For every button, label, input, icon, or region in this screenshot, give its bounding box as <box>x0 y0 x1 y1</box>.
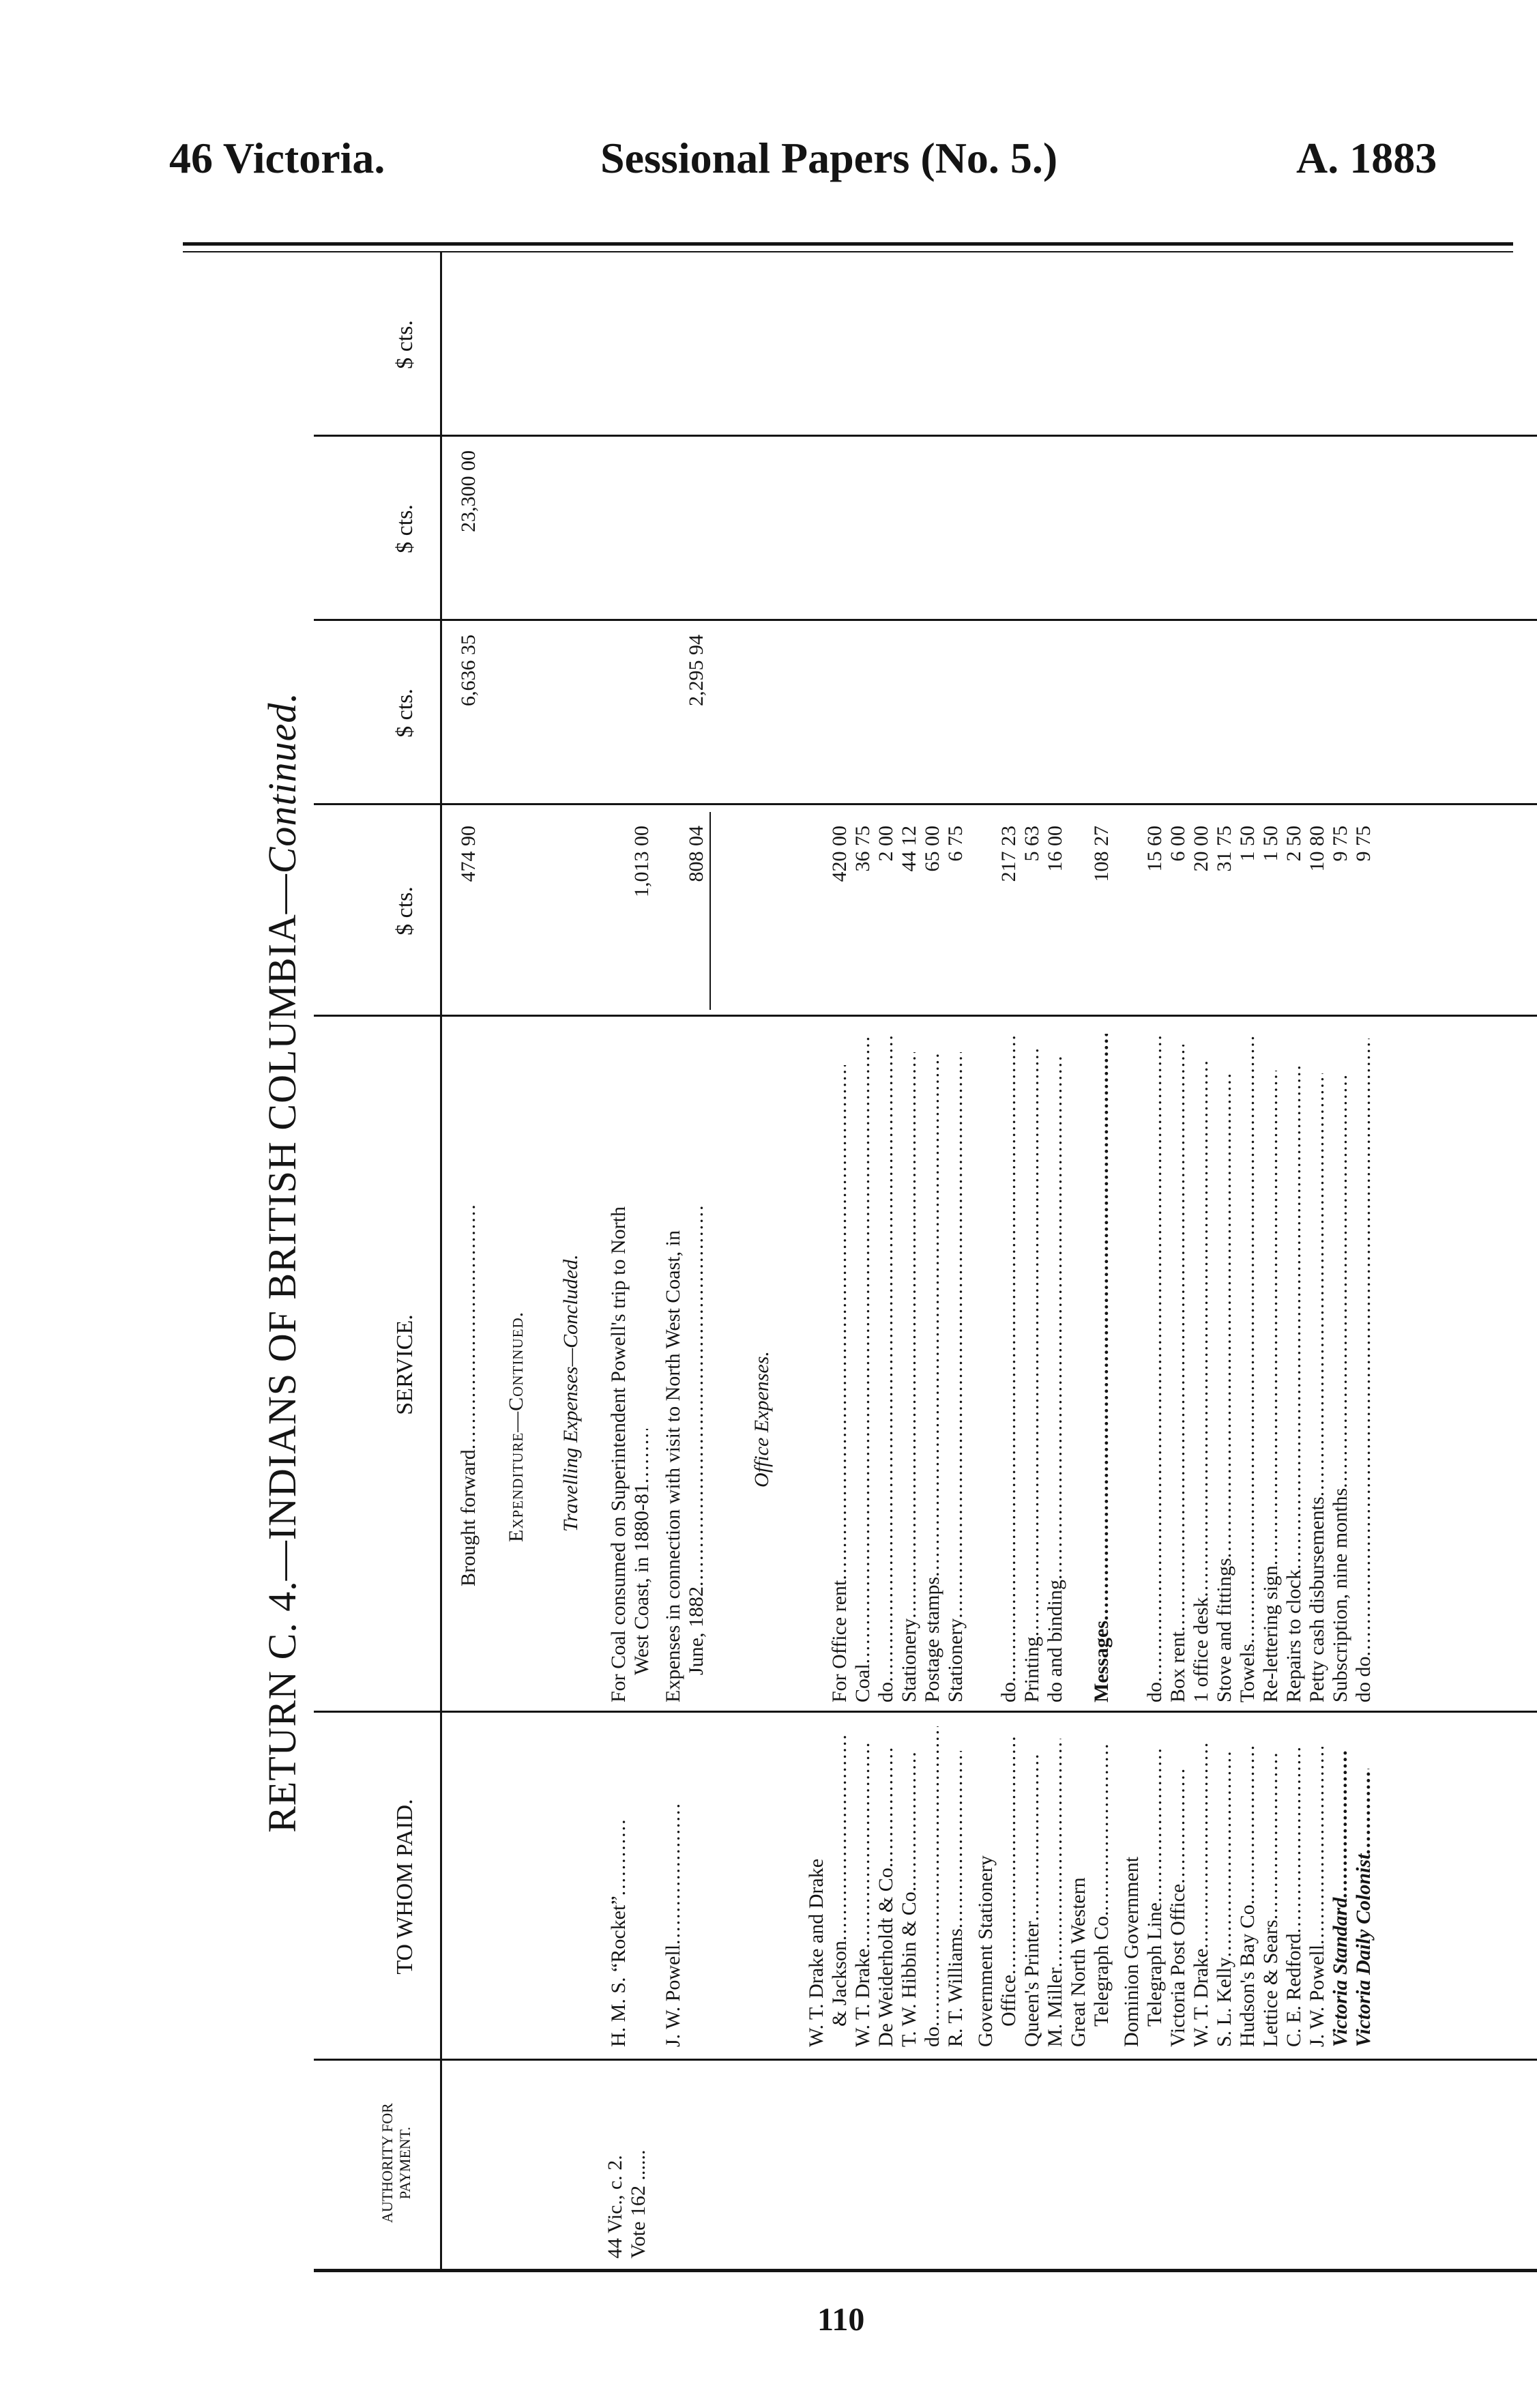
office-row-payee: W. T. Drake..... <box>851 1741 875 2047</box>
office-row-amount: 6 00 <box>1167 826 1189 862</box>
col-head-service: SERVICE. <box>392 1314 418 1415</box>
office-row-service: Printing..... <box>1021 1049 1044 1702</box>
office-row-payee: C. E. Redford..... <box>1283 1745 1306 2047</box>
col-sep-6 <box>314 435 1537 437</box>
travel-row-2-amount: 808 04 <box>685 826 707 882</box>
header-session: 46 Victoria. <box>169 134 385 182</box>
brought-forward-col2: 6,636 35 <box>457 635 480 706</box>
office-row-service: Postage stamps..... <box>921 1051 944 1702</box>
office-row-service: do..... <box>875 1034 898 1702</box>
office-row-amount: 9 75 <box>1352 826 1375 862</box>
travel-row-2-service-cont: June, 1882..... <box>685 1204 708 1675</box>
office-row-service: Petty cash disbursements..... <box>1306 1073 1329 1702</box>
office-row-payee: Victoria Post Office..... <box>1167 1768 1190 2047</box>
table-title-continued: Continued. <box>260 692 304 874</box>
office-row-payee: Great North Western <box>1067 1877 1089 2047</box>
office-row-amount: 2 50 <box>1283 826 1305 862</box>
col-head-money-2: $ cts. <box>392 688 418 738</box>
office-row-payee: T. W. Hibbin & Co...... <box>898 1750 921 2047</box>
col-head-money-4: $ cts. <box>392 320 418 369</box>
office-row-payee: Dominion Government <box>1120 1856 1143 2047</box>
office-row-service: do and binding..... <box>1044 1054 1067 1702</box>
office-row-service: Re-lettering sign..... <box>1259 1071 1283 1702</box>
authority-line-2: Vote 162 ...... <box>627 2149 649 2259</box>
office-row-amount: 5 63 <box>1021 826 1043 862</box>
office-row-service: Box rent..... <box>1167 1045 1190 1702</box>
col-sep-3 <box>314 1015 1537 1017</box>
col-head-to-whom-paid: TO WHOM PAID. <box>392 1799 418 1975</box>
travel-row-1-amount: 1,013 00 <box>630 826 653 897</box>
office-row-service: Repairs to clock..... <box>1283 1064 1306 1702</box>
travel-row-1-service: For Coal consumed on Superintendent Powell's trip to North <box>607 1206 630 1702</box>
office-row-service: Subscription, nine months..... <box>1329 1075 1352 1702</box>
office-row-service: For Office rent..... <box>828 1065 851 1702</box>
office-row-amount: 16 00 <box>1044 826 1066 872</box>
office-row-service: Stationery..... <box>944 1052 967 1702</box>
office-row-payee: Hudson's Bay Co...... <box>1236 1743 1259 2047</box>
office-row-payee: Queen's Printer..... <box>1021 1754 1044 2047</box>
brought-forward-col1: 474 90 <box>457 826 480 882</box>
header-bottom-rule <box>440 252 442 2272</box>
office-row-amount: 2 00 <box>875 826 897 862</box>
office-row-service: Coal..... <box>851 1036 875 1702</box>
return-table <box>259 252 1537 2272</box>
office-row-service: do do..... <box>1352 1039 1375 1703</box>
col-sep-2 <box>314 1711 1537 1713</box>
section-expenditure: Expenditure—Continued. <box>505 1311 527 1542</box>
col-head-money-1: $ cts. <box>392 886 418 935</box>
office-row-payee: Lettice & Sears..... <box>1259 1752 1283 2047</box>
office-row-payee: W. T. Drake and Drake <box>805 1858 828 2047</box>
col-head-money-3: $ cts. <box>392 504 418 553</box>
office-row-payee-cont: Office..... <box>997 1736 1021 2027</box>
office-row-service: 1 office desk..... <box>1190 1062 1213 1702</box>
office-row-payee: R. T. Williams..... <box>944 1751 967 2047</box>
col-sep-1 <box>314 2059 1537 2061</box>
travel-row-1-payee: H. M. S. “Rocket”..... <box>607 1820 630 2047</box>
col-sep-5 <box>314 619 1537 621</box>
header-rule-thick <box>183 242 1513 246</box>
section-office-expenses: Office Expenses. <box>750 1351 773 1488</box>
office-row-amount: 1 50 <box>1259 826 1282 862</box>
travel-row-2-payee: J. W. Powell..... <box>662 1801 685 2047</box>
office-row-payee: S. L. Kelly..... <box>1213 1749 1236 2047</box>
brought-forward-label: Brought forward..... <box>457 1020 480 1586</box>
travel-subtotal-rule <box>709 812 711 1010</box>
office-row-amount: 1 50 <box>1236 826 1259 862</box>
office-row-payee-cont: Telegraph Line..... <box>1143 1745 1167 2027</box>
office-row-amount: 10 80 <box>1306 826 1328 872</box>
office-row-amount: 44 12 <box>898 826 920 872</box>
office-row-amount: 31 75 <box>1213 826 1235 872</box>
header-sessional-papers: Sessional Papers (No. 5.) <box>600 134 1058 182</box>
office-row-amount: 9 75 <box>1329 826 1351 862</box>
office-row-payee: Victoria Daily Colonist..... <box>1352 1769 1375 2047</box>
col-head-authority: AUTHORITY FOR PAYMENT. <box>379 2103 413 2223</box>
office-row-service: Stationery..... <box>898 1052 921 1702</box>
office-row-service: Towels..... <box>1236 1036 1259 1702</box>
office-row-amount: 15 60 <box>1143 826 1166 872</box>
frame-left <box>314 2269 1537 2272</box>
travel-total: 2,295 94 <box>685 635 707 706</box>
office-row-service: Stove and fittings..... <box>1213 1073 1236 1702</box>
office-row-payee: Victoria Standard..... <box>1329 1751 1352 2047</box>
office-row-payee: Government Stationery <box>974 1855 997 2047</box>
office-row-service: Messages..... <box>1090 1034 1113 1702</box>
office-row-amount: 217 23 <box>997 826 1020 882</box>
office-row-amount: 65 00 <box>921 826 943 872</box>
section-travelling-expenses: Travelling Expenses—Concluded. <box>559 1254 582 1532</box>
office-row-payee: M. Miller..... <box>1044 1739 1067 2047</box>
office-row-amount: 6 75 <box>944 826 967 862</box>
office-row-amount: 420 00 <box>828 826 851 882</box>
travel-row-2-service: Expenses in connection with visit to North West Coast, in <box>662 1230 684 1702</box>
office-row-payee-cont: Telegraph Co...... <box>1090 1743 1113 2027</box>
office-row-amount: 20 00 <box>1190 826 1212 872</box>
brought-forward-col3: 23,300 00 <box>457 450 480 532</box>
col-sep-4 <box>314 803 1537 805</box>
office-row-payee: J. W. Powell..... <box>1306 1747 1329 2047</box>
office-row-payee: De Weiderholdt & Co...... <box>875 1747 898 2047</box>
table-title: RETURN C. 4.—INDIANS OF BRITISH COLUMBIA—Continued. <box>260 692 304 1833</box>
office-row-amount: 36 75 <box>851 826 874 872</box>
office-row-payee: W. T. Drake..... <box>1190 1741 1213 2047</box>
office-row-payee-cont: & Jackson..... <box>828 1732 851 2027</box>
office-row-payee: do..... <box>921 1726 944 2047</box>
authority-line-1: 44 Vic., c. 2. <box>604 2155 626 2259</box>
header-year: A. 1883 <box>1296 134 1437 182</box>
page-number: 110 <box>817 2302 865 2338</box>
travel-row-1-service-cont: West Coast, in 1880-81..... <box>630 1429 654 1675</box>
office-row-amount: 108 27 <box>1090 826 1113 882</box>
office-row-service: do..... <box>997 1034 1021 1702</box>
office-row-service: do..... <box>1143 1034 1167 1702</box>
